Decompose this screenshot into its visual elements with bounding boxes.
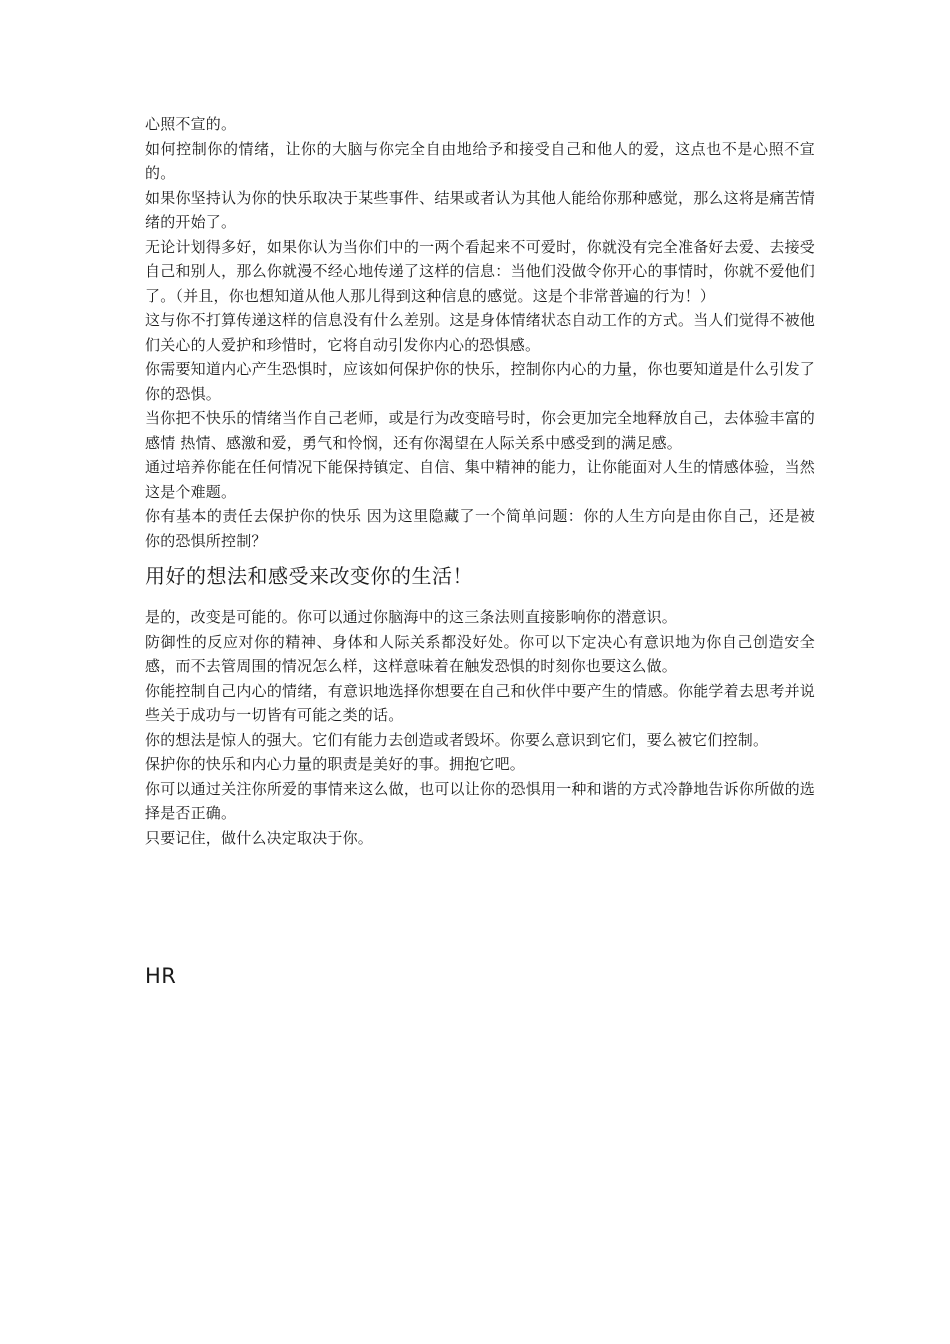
- paragraph: 防御性的反应对你的精神、身体和人际关系都没好处。你可以下定决心有意识地为你自己创造安全感，而不去管周围的情况怎么样，这样意味着在触发恐惧的时刻你也要这么做。: [145, 632, 815, 675]
- paragraph: 无论计划得多好，如果你认为当你们中的一两个看起来不可爱时，你就没有完全准备好去爱、去接受自己和别人，那么你就漫不经心地传递了这样的信息：当他们没做令你开心的事情时，你就不爱他们了。（并且，你也想知道从他人那儿得到这种信息的感觉。这是个非常普遍的行为！）: [145, 237, 815, 305]
- section-heading: 用好的想法和感受来改变你的生活！: [145, 564, 473, 588]
- paragraph: 如果你坚持认为你的快乐取决于某些事件、结果或者认为其他人能给你那种感觉，那么这将是痛苦情绪的开始了。: [145, 188, 815, 231]
- paragraph: 只要记住，做什么决定取决于你。: [145, 828, 374, 847]
- paragraph: 你可以通过关注你所爱的事情来这么做，也可以让你的恐惧用一种和谐的方式冷静地告诉你所做的选择是否正确。: [145, 779, 815, 822]
- paragraph: 如何控制你的情绪，让你的大脑与你完全自由地给予和接受自己和他人的爱，这点也不是心照不宣的。: [145, 139, 815, 182]
- document-body: [145, 112, 815, 850]
- paragraph: 保护你的快乐和内心力量的职责是美好的事。拥抱它吧。: [145, 755, 526, 773]
- footer-mark: HR: [145, 964, 177, 988]
- section-intro: [145, 112, 815, 553]
- paragraph: 这与你不打算传递这样的信息没有什么差别。这是身体情绪状态自动工作的方式。当人们觉得不被他们关心的人爱护和珍惜时，它将自动引发你内心的恐惧感。: [145, 311, 815, 354]
- paragraph: 你需要知道内心产生恐惧时，应该如何保护你的快乐，控制你内心的力量，你也要知道是什么引发了你的恐惧。: [145, 360, 815, 403]
- section-change: [145, 605, 815, 850]
- paragraph: 通过培养你能在任何情况下能保持镇定、自信、集中精神的能力，让你能面对人生的情感体验，当然这是个难题。: [145, 458, 815, 501]
- paragraph: 你有基本的责任去保护你的快乐 因为这里隐藏了一个简单问题：你的人生方向是由你自己，还是被你的恐惧所控制？: [145, 507, 815, 550]
- paragraph: 是的，改变是可能的。你可以通过你脑海中的这三条法则直接影响你的潜意识。: [145, 608, 678, 626]
- paragraph: 你的想法是惊人的强大。它们有能力去创造或者毁坏。你要么意识到它们，要么被它们控制。: [145, 730, 769, 749]
- paragraph: 你能控制自己内心的情绪，有意识地选择你想要在自己和伙伴中要产生的情感。你能学着去思考并说些关于成功与一切皆有可能之类的话。: [145, 681, 815, 724]
- paragraph: 心照不宣的。: [145, 115, 237, 133]
- paragraph: 当你把不快乐的情绪当作自己老师，或是行为改变暗号时，你会更加完全地释放自己，去体验丰富的感情 热情、感激和爱，勇气和怜悯，还有你渴望在人际关系中感受到的满足感。: [145, 409, 815, 452]
